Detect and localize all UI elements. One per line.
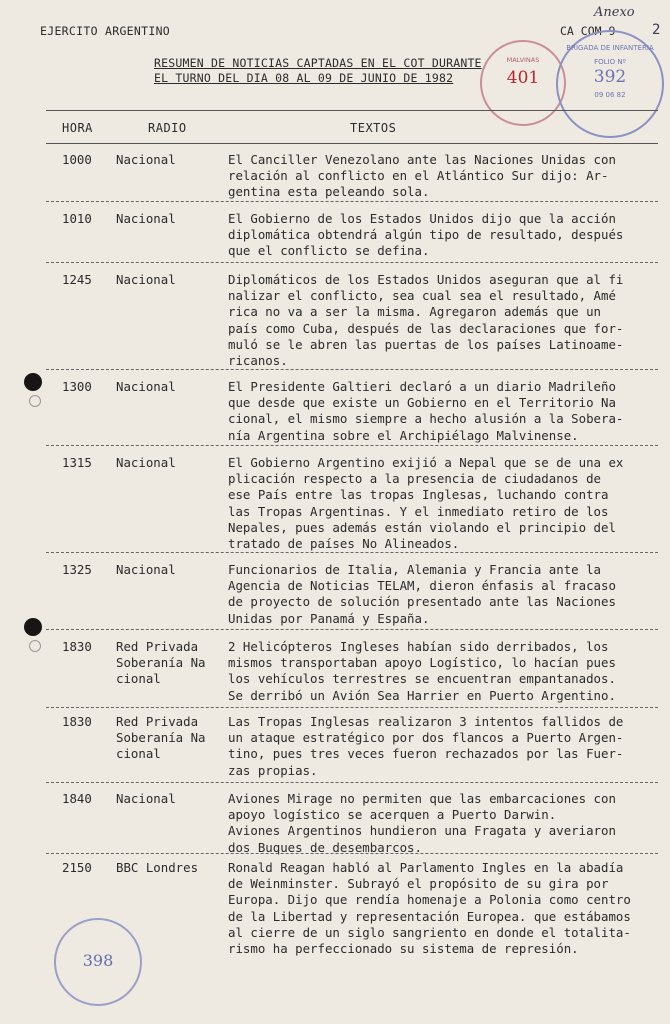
- row-divider: [46, 853, 658, 854]
- stamp-brigade-date: 09 06 82: [594, 91, 626, 99]
- row-radio: Nacional: [116, 272, 176, 287]
- row-time: 1010: [62, 211, 92, 226]
- punch-hole: [24, 618, 42, 636]
- header-unit: EJERCITO ARGENTINO: [40, 24, 171, 38]
- stamp-red-folio: [480, 40, 566, 126]
- document-title: [154, 56, 482, 86]
- stamp-brigade-text: BRIGADA DE INFANTERIA: [566, 44, 654, 52]
- row-divider: [46, 445, 658, 446]
- stamp-red-text: MALVINAS: [506, 56, 540, 64]
- stamp-folio-label: FOLIO Nº: [594, 58, 626, 66]
- row-time: 1840: [62, 791, 92, 806]
- row-time: 1325: [62, 562, 92, 577]
- row-radio: Red Privada Soberanía Na cional: [116, 714, 206, 762]
- row-radio: Nacional: [116, 211, 176, 226]
- row-text: Aviones Mirage no permiten que las embarcaciones con apoyo logístico se acerquen a Puerto Darwin. Aviones Argentinos hundieron una Fragata y averiaron dos Buques de desembarcos.: [228, 791, 616, 855]
- table-top-rule: [46, 110, 658, 111]
- row-text: Funcionarios de Italia, Alemania y Francia ante la Agencia de Noticias TELAM, dieron énfasis al fracaso de proyecto de solución presentado ante las Naciones Unidas por Panamá y España.: [228, 562, 616, 626]
- row-radio: Nacional: [116, 791, 176, 806]
- row-divider: [46, 201, 658, 202]
- stamp-bottom-folio: [54, 918, 142, 1006]
- row-time: 1315: [62, 455, 92, 470]
- row-time: 1300: [62, 379, 92, 394]
- row-radio: Nacional: [116, 379, 176, 394]
- row-radio: BBC Londres: [116, 860, 199, 875]
- row-text: Diplomáticos de los Estados Unidos aseguran que al fi nalizar el conflicto, sea cual sea el resultado, Amé rica no va a ser la misma. Agregaron además que un país como Cuba, después de las declaraciones que for- muló se le abren las puertas de los países Latinoame- ricanos.: [228, 272, 624, 369]
- row-text: El Gobierno de los Estados Unidos dijo que la acción diplomática obtendrá algún tipo de resultado, después que el conflicto se defina.: [228, 211, 624, 259]
- row-time: 1830: [62, 639, 92, 654]
- row-radio: Nacional: [116, 455, 176, 470]
- row-text: Las Tropas Inglesas realizaron 3 intentos fallidos de un ataque estratégico por dos flancos a Puerto Argen- tino, pues tres veces fueron rechazados por las Fuer- zas propias.: [228, 714, 624, 778]
- handwritten-annex-note: Anexo: [594, 5, 635, 20]
- row-divider: [46, 707, 658, 708]
- row-text: 2 Helicópteros Ingleses habían sido derribados, los mismos transportaban apoyo Logístico, lo hacían pues los vehículos terrestres se encuentran empantanados. Se derribó un Avión Sea Harrier en Puerto Argentino.: [228, 639, 616, 703]
- row-divider: [46, 262, 658, 263]
- row-text: El Gobierno Argentino exijió a Nepal que se de una ex plicación respecto a la presencia de ciudadanos de ese País entre las tropas Inglesas, luchando contra las Tropas Argentinas. Y el inmediato retiro de los Nepales, pues además están violando el principio del tratado de países No Alineados.: [228, 455, 624, 552]
- column-header-hora: HORA: [62, 121, 93, 135]
- row-divider: [46, 552, 658, 553]
- punch-hole-ring: [29, 395, 41, 407]
- punch-hole: [24, 373, 42, 391]
- row-time: 1830: [62, 714, 92, 729]
- stamp-red-number: 401: [506, 68, 540, 88]
- title-line-2: EL TURNO DEL DIA 08 AL 09 DE JUNIO DE 1982: [154, 71, 454, 85]
- column-header-radio: RADIO: [148, 121, 187, 135]
- header-code: CA COM 9: [560, 24, 616, 38]
- row-divider: [46, 629, 658, 630]
- row-radio: Nacional: [116, 562, 176, 577]
- row-time: 2150: [62, 860, 92, 875]
- row-time: 1245: [62, 272, 92, 287]
- stamp-brigade-folio: [556, 30, 664, 138]
- row-text: El Presidente Galtieri declaró a un diario Madrileño que desde que existe un Gobierno en el Territorio Na cional, el mismo siempre a hecho alusión a la Sobera- nía Argentina sobre el Archipiélago Malvinense.: [228, 379, 624, 443]
- table-header-rule: [46, 143, 658, 144]
- row-divider: [46, 369, 658, 370]
- stamp-bottom-number: 398: [82, 951, 114, 970]
- stamp-brigade-number: 392: [593, 67, 627, 87]
- row-radio: Red Privada Soberanía Na cional: [116, 639, 206, 687]
- row-radio: Nacional: [116, 152, 176, 167]
- punch-hole-ring: [29, 640, 41, 652]
- row-text: Ronald Reagan habló al Parlamento Ingles en la abadía de Weinminster. Subrayó el propósito de su gira por Europa. Dijo que rendía homenaje a Polonia como centro de la Libertad y representación Europea. que estábamos al cierre de un siglo sangriento en donde el totalita- rismo ha perfeccionado su sistema de represión.: [228, 860, 631, 957]
- row-divider: [46, 782, 658, 783]
- row-text: El Canciller Venezolano ante las Naciones Unidas con relación al conflicto en el Atlántico Sur dijo: Ar- gentina esta peleando sola.: [228, 152, 616, 200]
- row-time: 1000: [62, 152, 92, 167]
- title-line-1: RESUMEN DE NOTICIAS CAPTADAS EN EL COT DURANTE: [154, 56, 482, 70]
- column-header-textos: TEXTOS: [350, 121, 397, 135]
- handwritten-page-number: 2: [652, 22, 661, 38]
